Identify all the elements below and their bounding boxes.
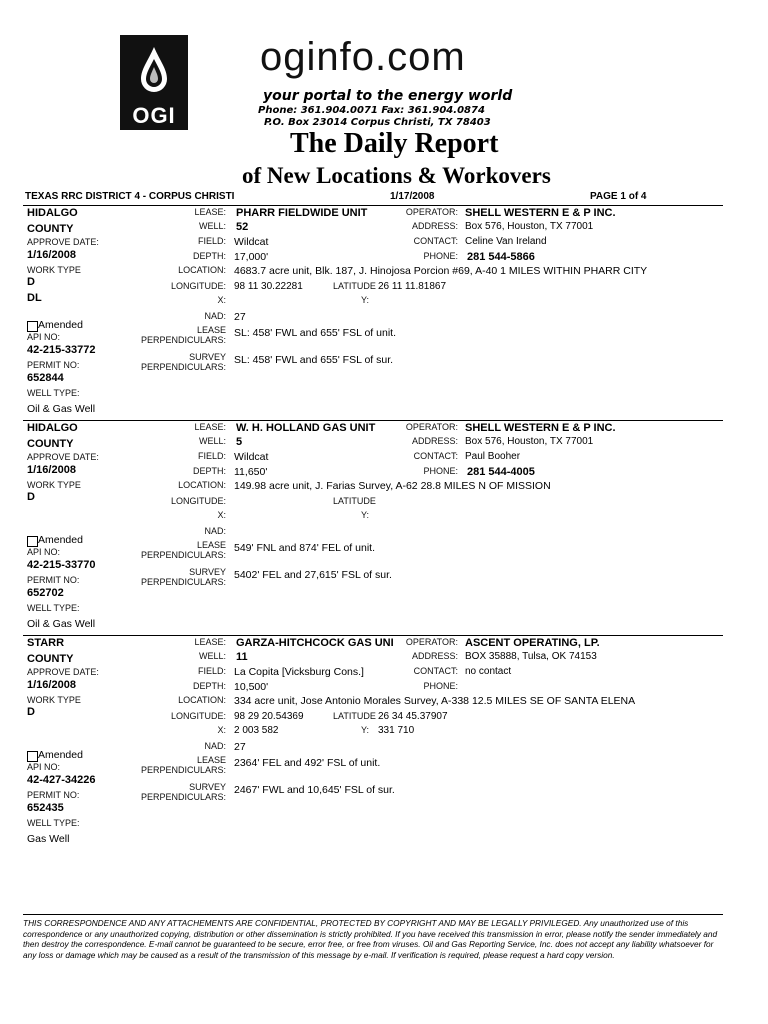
survey-perp-label-1: SURVEY xyxy=(189,782,226,792)
approve-date-value: 1/16/2008 xyxy=(27,249,76,261)
amended-label: Amended xyxy=(38,749,83,761)
approve-date-label: APPROVE DATE: xyxy=(27,667,99,677)
field-label: FIELD: xyxy=(197,236,226,246)
lease-label: LEASE: xyxy=(194,637,226,647)
oil-drop-icon xyxy=(138,45,170,95)
field-value: Wildcat xyxy=(234,451,269,463)
approve-date-label: APPROVE DATE: xyxy=(27,452,99,462)
survey-perp-label-2: PERPENDICULARS: xyxy=(140,362,226,372)
operator-value: ASCENT OPERATING, LP. xyxy=(465,637,600,649)
permit-no-label: PERMIT NO: xyxy=(27,360,80,370)
field-value: La Copita [Vicksburg Cons.] xyxy=(234,666,364,678)
longitude-label: LONGITUDE: xyxy=(170,281,226,291)
work-type-extra: DL xyxy=(27,292,42,304)
x-value: 2 003 582 xyxy=(234,725,279,736)
county-label: COUNTY xyxy=(27,438,74,450)
location-label: LOCATION: xyxy=(178,695,226,705)
permit-no-value: 652435 xyxy=(27,802,64,814)
address-label: ADDRESS: xyxy=(411,436,458,446)
county-name: HIDALGO xyxy=(27,207,78,219)
work-type-value: D xyxy=(27,491,35,503)
lease-value: PHARR FIELDWIDE UNIT xyxy=(236,207,368,219)
field-label: FIELD: xyxy=(197,666,226,676)
api-no-value: 42-215-33772 xyxy=(27,344,96,356)
survey-perp-label-2: PERPENDICULARS: xyxy=(140,577,226,587)
operator-value: SHELL WESTERN E & P INC. xyxy=(465,422,616,434)
contact-label: CONTACT: xyxy=(413,236,458,246)
phone-value: 281 544-4005 xyxy=(467,466,535,478)
latitude-label: LATITUDE xyxy=(333,711,376,721)
contact-value: Celine Van Ireland xyxy=(465,236,547,247)
tagline: your portal to the energy world xyxy=(263,88,513,104)
depth-label: DEPTH: xyxy=(192,466,226,476)
latitude-value: 26 11 11.81867 xyxy=(378,281,447,292)
work-type-label: WORK TYPE xyxy=(27,265,81,275)
x-label: X: xyxy=(217,725,226,735)
survey-perp-label-2: PERPENDICULARS: xyxy=(140,792,226,802)
address-value: BOX 35888, Tulsa, OK 74153 xyxy=(465,651,597,662)
location-value: 4683.7 acre unit, Blk. 187, J. Hinojosa Porcion #69, A-40 1 MILES WITHIN PHARR CITY xyxy=(234,265,648,277)
nad-value: 27 xyxy=(234,311,246,323)
record-divider xyxy=(23,635,723,636)
depth-value: 10,500' xyxy=(234,681,269,693)
lease-perp-value: SL: 458' FWL and 655' FSL of unit. xyxy=(234,327,396,339)
amended-label: Amended xyxy=(38,319,83,331)
latitude-value: 26 34 45.37907 xyxy=(378,711,448,722)
county-label: COUNTY xyxy=(27,223,74,235)
site-name: oginfo.com xyxy=(260,35,466,79)
county-name: HIDALGO xyxy=(27,422,78,434)
lease-label: LEASE: xyxy=(194,422,226,432)
report-date: 1/17/2008 xyxy=(390,191,435,202)
work-type-label: WORK TYPE xyxy=(27,695,81,705)
nad-label: NAD: xyxy=(204,526,226,536)
field-value: Wildcat xyxy=(234,236,269,248)
phone-fax-line: Phone: 361.904.0071 Fax: 361.904.0874 xyxy=(258,105,485,116)
api-no-value: 42-427-34226 xyxy=(27,774,96,786)
depth-value: 17,000' xyxy=(234,251,269,263)
survey-perp-label-1: SURVEY xyxy=(189,352,226,362)
amended-label: Amended xyxy=(38,534,83,546)
address-value: Box 576, Houston, TX 77001 xyxy=(465,436,594,447)
work-type-value: D xyxy=(27,706,35,718)
location-label: LOCATION: xyxy=(178,480,226,490)
header-divider xyxy=(23,205,723,206)
survey-perp-value: 2467' FWL and 10,645' FSL of sur. xyxy=(234,784,395,796)
survey-perp-value: 5402' FEL and 27,615' FSL of sur. xyxy=(234,569,392,581)
permit-no-value: 652844 xyxy=(27,372,64,384)
address-label: ADDRESS: xyxy=(411,221,458,231)
api-no-label: API NO: xyxy=(27,762,61,772)
nad-label: NAD: xyxy=(204,741,226,751)
well-type-value: Gas Well xyxy=(27,833,70,845)
lease-value: GARZA-HITCHCOCK GAS UNI xyxy=(236,637,394,649)
approve-date-value: 1/16/2008 xyxy=(27,679,76,691)
latitude-label: LATITUDE xyxy=(333,281,376,291)
well-type-label: WELL TYPE: xyxy=(27,603,80,613)
nad-label: NAD: xyxy=(204,311,226,321)
operator-label: OPERATOR: xyxy=(405,207,458,217)
y-value: 331 710 xyxy=(378,725,415,736)
phone-value: 281 544-5866 xyxy=(467,251,535,263)
well-label: WELL: xyxy=(198,436,226,446)
lease-perp-label-2: PERPENDICULARS: xyxy=(140,550,226,560)
contact-label: CONTACT: xyxy=(413,451,458,461)
footer-divider xyxy=(23,914,723,915)
operator-label: OPERATOR: xyxy=(405,422,458,432)
depth-label: DEPTH: xyxy=(192,681,226,691)
y-label: Y: xyxy=(361,510,370,520)
amended-checkbox[interactable] xyxy=(27,321,38,332)
county-name: STARR xyxy=(27,637,65,649)
address-label: ADDRESS: xyxy=(411,651,458,661)
amended-checkbox[interactable] xyxy=(27,751,38,762)
lease-perp-value: 549' FNL and 874' FEL of unit. xyxy=(234,542,375,554)
x-label: X: xyxy=(217,295,226,305)
lease-perp-label-2: PERPENDICULARS: xyxy=(140,335,226,345)
amended-checkbox[interactable] xyxy=(27,536,38,547)
approve-date-value: 1/16/2008 xyxy=(27,464,76,476)
work-type-label: WORK TYPE xyxy=(27,480,81,490)
operator-value: SHELL WESTERN E & P INC. xyxy=(465,207,616,219)
well-value: 11 xyxy=(236,651,248,663)
depth-value: 11,650' xyxy=(234,466,268,478)
phone-label: PHONE: xyxy=(423,681,458,691)
longitude-value: 98 29 20.54369 xyxy=(234,711,304,722)
well-label: WELL: xyxy=(198,221,226,231)
district-label: TEXAS RRC DISTRICT 4 - CORPUS CHRISTI xyxy=(25,191,235,202)
location-value: 334 acre unit, Jose Antonio Morales Survey, A-338 12.5 MILES SE OF SANTA ELENA xyxy=(234,695,636,707)
contact-value: Paul Booher xyxy=(465,451,521,462)
api-no-label: API NO: xyxy=(27,547,61,557)
lease-perp-label-1: LEASE xyxy=(196,755,226,765)
well-type-value: Oil & Gas Well xyxy=(27,403,96,415)
lease-value: W. H. HOLLAND GAS UNIT xyxy=(236,422,376,434)
county-label: COUNTY xyxy=(27,653,74,665)
lease-perp-value: 2364' FEL and 492' FSL of unit. xyxy=(234,757,381,769)
operator-label: OPERATOR: xyxy=(405,637,458,647)
well-type-label: WELL TYPE: xyxy=(27,388,80,398)
permit-no-label: PERMIT NO: xyxy=(27,575,80,585)
latitude-label: LATITUDE xyxy=(333,496,376,506)
well-value: 5 xyxy=(236,436,243,448)
lease-perp-label-1: LEASE xyxy=(196,325,226,335)
y-label: Y: xyxy=(361,295,370,305)
survey-perp-label-1: SURVEY xyxy=(189,567,226,577)
location-label: LOCATION: xyxy=(178,265,226,275)
page-indicator: PAGE 1 of 4 xyxy=(590,191,647,202)
x-label: X: xyxy=(217,510,226,520)
ogi-logo xyxy=(120,35,188,130)
lease-label: LEASE: xyxy=(194,207,226,217)
contact-value: no contact xyxy=(465,666,512,677)
record-divider xyxy=(23,420,723,421)
well-value: 52 xyxy=(236,221,249,233)
depth-label: DEPTH: xyxy=(192,251,226,261)
api-no-label: API NO: xyxy=(27,332,61,342)
lease-perp-label-1: LEASE xyxy=(196,540,226,550)
longitude-value: 98 11 30.22281 xyxy=(234,281,303,292)
well-type-value: Oil & Gas Well xyxy=(27,618,96,630)
longitude-label: LONGITUDE: xyxy=(170,711,226,721)
contact-label: CONTACT: xyxy=(413,666,458,676)
phone-label: PHONE: xyxy=(423,251,458,261)
report-subtitle: of New Locations & Workovers xyxy=(242,163,551,188)
api-no-value: 42-215-33770 xyxy=(27,559,96,571)
confidentiality-disclaimer: THIS CORRESPONDENCE AND ANY ATTACHEMENTS ARE CONFIDENTIAL, PROTECTED BY COPYRIGHT AND MAY BE LEGALLY PRIVILEGED. Any unauthorized use of this correspondence or any unauthorized copying, distribution or other dissemination is strictly prohibited. If you have received this transmission in error, please notify the sender immediately and then destroy the correspondence. E-mail cannot be guaranteed to be secure, error free, or free from viruses. Oil and Gas Reporting Service, Inc. does not accept any liability whatsoever for any loss or damage which may be caused as a result of the transmission of this message by e-mail. If verification is required, please request a hard copy version. xyxy=(23,918,718,960)
address-value: Box 576, Houston, TX 77001 xyxy=(465,221,594,232)
logo-text: OGI xyxy=(132,103,176,128)
report-title: The Daily Report xyxy=(290,128,499,159)
phone-label: PHONE: xyxy=(423,466,458,476)
y-label: Y: xyxy=(361,725,370,735)
permit-no-label: PERMIT NO: xyxy=(27,790,80,800)
work-type-value: D xyxy=(27,276,35,288)
well-type-label: WELL TYPE: xyxy=(27,818,80,828)
longitude-label: LONGITUDE: xyxy=(170,496,226,506)
location-value: 149.98 acre unit, J. Farias Survey, A-62 28.8 MILES N OF MISSION xyxy=(234,480,551,492)
nad-value: 27 xyxy=(234,741,246,753)
permit-no-value: 652702 xyxy=(27,587,64,599)
well-label: WELL: xyxy=(198,651,226,661)
po-box-line: P.O. Box 23014 Corpus Christi, TX 78403 xyxy=(264,117,491,128)
survey-perp-value: SL: 458' FWL and 655' FSL of sur. xyxy=(234,354,394,366)
field-label: FIELD: xyxy=(197,451,226,461)
lease-perp-label-2: PERPENDICULARS: xyxy=(140,765,226,775)
approve-date-label: APPROVE DATE: xyxy=(27,237,99,247)
